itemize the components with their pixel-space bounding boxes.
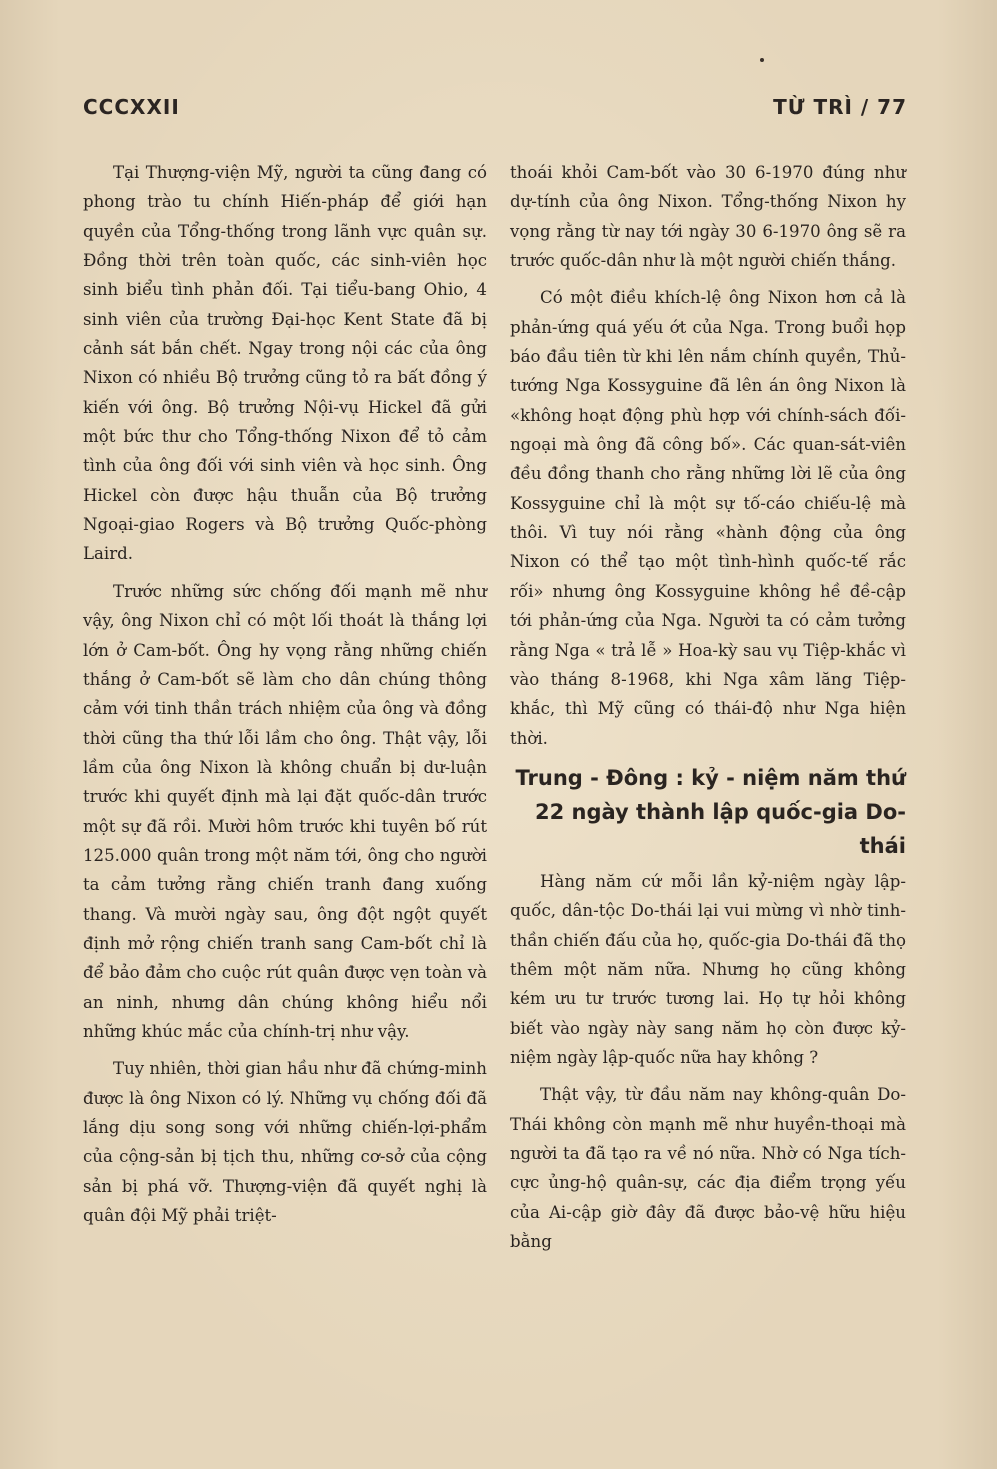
paragraph: Hàng năm cứ mỗi lần kỷ-niệm ngày lập-quốc, dân-tộc Do-thái lại vui mừng vì nhờ tinh-thần chiến đấu của họ, quốc-gia Do-thái đã thọ thêm một năm nữa. Nhưng họ cũng không kém ưu tư trước tương lai. Họ tự hỏi không biết vào ngày này sang năm họ còn được kỷ-niệm ngày lập-quốc nữa hay không ? xyxy=(510,871,906,1067)
header-title-page-number: TỪ TRÌ / 77 xyxy=(773,95,907,119)
header-issue-number: CCCXXII xyxy=(83,95,180,119)
paragraph: Tuy nhiên, thời gian hầu như đã chứng-minh được là ông Nixon có lý. Những vụ chống đối đã lắng dịu song song với những chiến-lợi-phẩm của cộng-sản bị tịch thu, những cơ-sở của cộng sản bị phá vỡ. Thượng-viện đã quyết nghị là quân đội Mỹ phải triệt- xyxy=(83,1059,487,1226)
paragraph: Có một điều khích-lệ ông Nixon hơn cả là phản-ứng quá yếu ớt của Nga. Trong buổi họp báo đầu tiên từ khi lên nắm chính quyền, Thủ-tướng Nga Kossyguine đã lên án ông Nixon là «không hoạt động phù hợp với chính-sách đối-ngoại mà ông đã công bố». Các quan-sát-viên đều đồng thanh cho rằng những lời lẽ của ông Kossyguine chỉ là một sự tố-cáo chiếu-lệ mà thôi. Vì tuy nói rằng «hành động của ông Nixon có thể tạo một tình-hình quốc-tế rắc rối» nhưng ông Kossyguine không hề đề-cập tới phản-ứng của Nga. Người ta có cảm tưởng rằng Nga « trả lễ » Hoa-kỳ sau vụ Tiệp-khắc vì vào tháng 8-1968, khi Nga xâm lăng Tiệp-khắc, thì Mỹ cũng có thái-độ như Nga hiện thời. xyxy=(510,288,906,748)
page-header xyxy=(83,95,907,125)
paragraph: Trước những sức chống đối mạnh mẽ như vậy, ông Nixon chỉ có một lối thoát là thắng lợi lớn ở Cam-bốt. Ông hy vọng rằng những chiến thắng ở Cam-bốt sẽ làm cho dân chúng thông cảm với tinh thần trách nhiệm của ông và đồng thời cũng tha thứ lỗi lầm cho ông. Thật vậy, lỗi lầm của ông Nixon là không chuẩn bị dư-luận trước khi quyết định mà lại đặt quốc-dân trước một sự đã rồi. Mười hôm trước khi tuyên bố rút 125.000 quân trong một năm tới, ông cho người ta cảm tưởng rằng chiến tranh đang xuống thang. Và mười ngày sau, ông đột ngột quyết định mở rộng chiến tranh sang Cam-bốt chỉ là để bảo đảm cho cuộc rút quân được vẹn toàn và an ninh, nhưng dân chúng không hiểu nổi những khúc mắc của chính-trị như vậy. xyxy=(83,581,487,1041)
section-heading: Trung - Đông : kỷ - niệm năm thứ 22 ngày thành lập quốc-gia Do-thái xyxy=(515,765,906,858)
left-column xyxy=(83,158,487,1230)
paragraph: Tại Thượng-viện Mỹ, người ta cũng đang có phong trào tu chính Hiến-pháp để giới hạn quyền của Tổng-thống trong lãnh vực quân sự. Đồng thời trên toàn quốc, các sinh-viên học sinh biểu tình phản đối. Tại tiểu-bang Ohio, 4 sinh viên của trường Đại-học Kent State đã bị cảnh sát bắn chết. Ngay trong nội các của ông Nixon có nhiều Bộ trưởng cũng tỏ ra bất đồng ý kiến với ông. Bộ trưởng Nội-vụ Hickel đã gửi một bức thư cho Tổng-thống Nixon để tỏ cảm tình của ông đối với sinh viên và học sinh. Ông Hickel còn được hậu thuẫn của Bộ trưởng Ngoại-giao Rogers và Bộ trưởng Quốc-phòng Laird. xyxy=(83,163,487,564)
paragraph-continued: thoái khỏi Cam-bốt vào 30 6-1970 đúng như dự-tính của ông Nixon. Tổng-thống Nixon hy vọng rằng từ nay tới ngày 30 6-1970 ông sẽ ra trước quốc-dân như là một người chiến thắng. xyxy=(510,163,906,271)
paragraph: Thật vậy, từ đầu năm nay không-quân Do-Thái không còn mạnh mẽ như huyền-thoại mà người ta đã tạo ra về nó nữa. Nhờ có Nga tích-cực ủng-hộ quân-sự, các địa điểm trọng yếu của Ai-cập giờ đây đã được bảo-vệ hữu hiệu bằng xyxy=(510,1085,906,1251)
ink-speck xyxy=(760,58,764,62)
right-column xyxy=(510,158,906,1256)
